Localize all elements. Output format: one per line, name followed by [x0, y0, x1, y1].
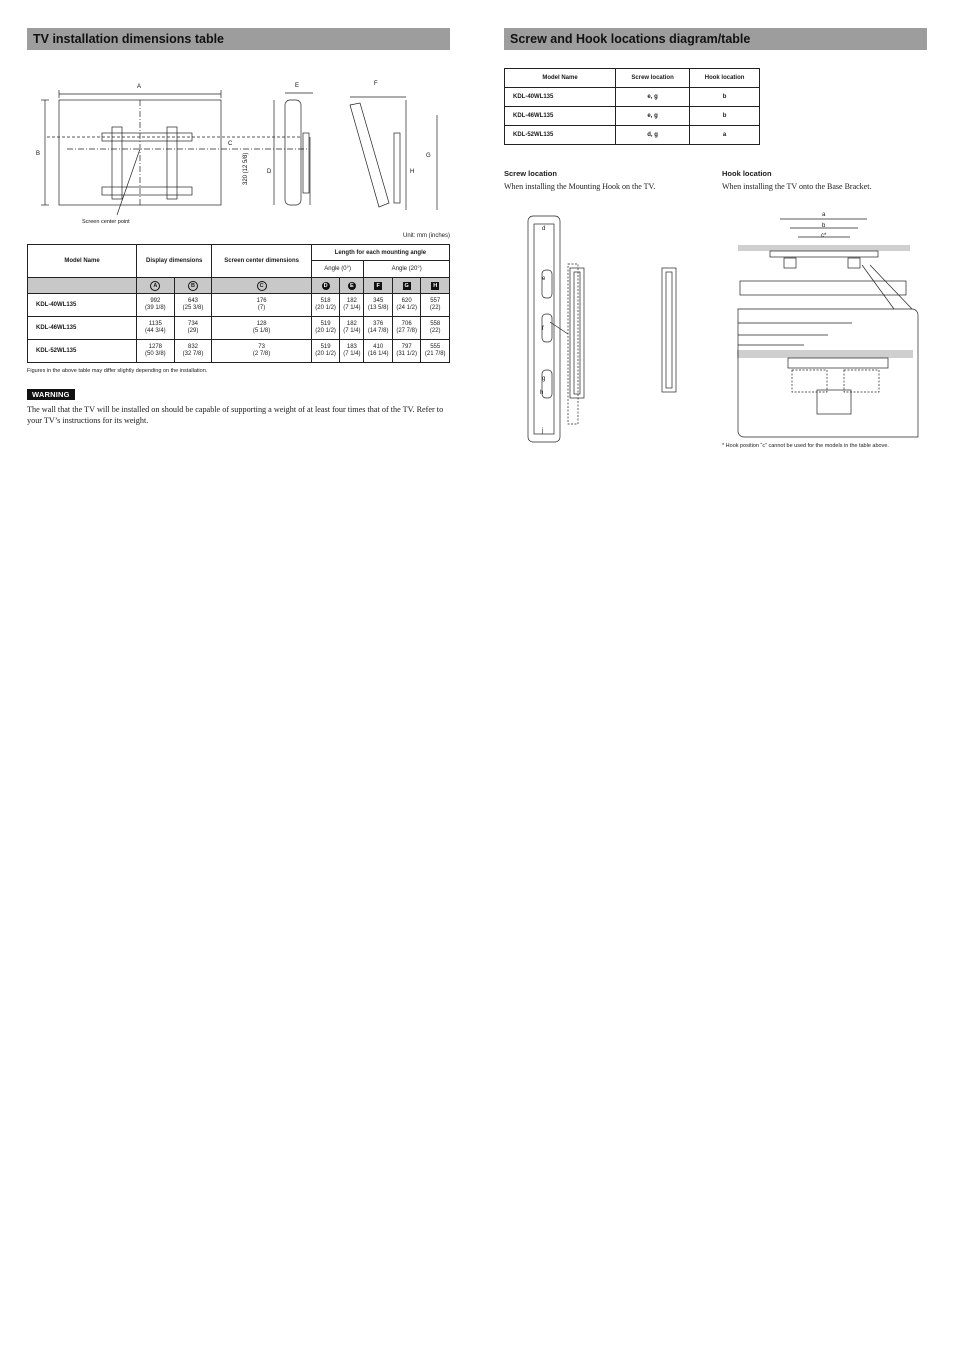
cell-f: 376 (14 7/8) — [364, 317, 393, 340]
model-cell: KDL-52WL135 — [505, 126, 616, 145]
letter-row — [28, 278, 450, 294]
hook-cell: b — [690, 107, 760, 126]
screw-cell: d, g — [616, 126, 690, 145]
cell-g: 620 (24 1/2) — [392, 294, 421, 317]
cell-f: 410 (16 1/4) — [364, 340, 393, 363]
cell-f: 345 (13 5/8) — [364, 294, 393, 317]
hook-letter-c: c* — [821, 233, 827, 239]
screw-letter-h: h — [540, 390, 544, 396]
letter-g: G — [404, 282, 409, 289]
screw-location-desc: When installing the Mounting Hook on the TV. — [504, 182, 656, 191]
dim-label-e: E — [295, 83, 300, 89]
warning-badge: WARNING — [27, 389, 75, 400]
th-center: Screen center dimensions — [212, 245, 311, 278]
screen-center-label: Screen center point — [82, 219, 130, 225]
dim-label-d: D — [267, 169, 272, 175]
screw-hook-table — [504, 68, 760, 145]
screw-letter-g: g — [542, 376, 546, 382]
figures-note: Figures in the above table may differ slightly depending on the installation. — [27, 368, 208, 374]
cell-b: 734 (29) — [174, 317, 212, 340]
th-angle-0: Angle (0°) — [311, 261, 364, 278]
th-display: Display dimensions — [137, 245, 212, 278]
dim-label-h: H — [410, 169, 415, 175]
model-cell: KDL-46WL135 — [28, 317, 137, 340]
dim-label-f: F — [374, 81, 378, 87]
th-model: Model Name — [505, 69, 616, 88]
th-model: Model Name — [28, 245, 137, 278]
letter-a: A — [150, 281, 160, 291]
cell-c: 176 (7) — [212, 294, 311, 317]
table-row — [28, 294, 450, 317]
model-cell: KDL-40WL135 — [505, 88, 616, 107]
cell-g: 797 (31 1/2) — [392, 340, 421, 363]
model-cell: KDL-52WL135 — [28, 340, 137, 363]
hook-location-heading: Hook location — [722, 169, 772, 178]
letter-c: C — [257, 281, 267, 291]
table-row — [505, 107, 760, 126]
dimensions-table — [27, 244, 450, 363]
cell-b: 643 (25 3/8) — [174, 294, 212, 317]
cell-d: 519 (20 1/2) — [311, 340, 340, 363]
hook-location-desc: When installing the TV onto the Base Bracket. — [722, 182, 872, 191]
cell-a: 1278 (50 3/8) — [137, 340, 175, 363]
dim-label-b: B — [36, 151, 41, 157]
screw-letter-d: d — [542, 226, 546, 232]
screw-letter-f: f — [542, 326, 544, 332]
hook-letter-b: b — [822, 223, 826, 229]
hook-note: * Hook position “c” cannot be used for the models in the table above. — [722, 443, 889, 449]
section-title-installation: TV installation dimensions table — [27, 28, 450, 50]
letter-d: D — [322, 282, 330, 290]
cell-e: 182 (7 1/4) — [340, 317, 364, 340]
installation-dimensions-diagram — [27, 75, 450, 235]
unit-note: Unit: mm (inches) — [402, 233, 450, 239]
table-row — [28, 317, 450, 340]
model-cell: KDL-46WL135 — [505, 107, 616, 126]
letter-b: B — [188, 281, 198, 291]
letter-e: E — [348, 282, 356, 290]
th-hook: Hook location — [690, 69, 760, 88]
screw-letter-j: j — [542, 428, 544, 434]
model-cell: KDL-40WL135 — [28, 294, 137, 317]
screw-location-diagram — [504, 210, 714, 450]
cell-a: 992 (39 1/8) — [137, 294, 175, 317]
cell-e: 183 (7 1/4) — [340, 340, 364, 363]
hook-letter-a: a — [822, 212, 826, 218]
cell-h: 558 (22) — [421, 317, 450, 340]
table-row — [505, 126, 760, 145]
section-title-screw-hook: Screw and Hook locations diagram/table — [504, 28, 927, 50]
dim-label-a: A — [137, 84, 142, 90]
hook-cell: a — [690, 126, 760, 145]
letter-h: H — [431, 282, 439, 290]
screw-location-heading: Screw location — [504, 169, 557, 178]
cell-b: 832 (32 7/8) — [174, 340, 212, 363]
th-angle-20: Angle (20°) — [364, 261, 450, 278]
cell-h: 557 (22) — [421, 294, 450, 317]
cell-e: 182 (7 1/4) — [340, 294, 364, 317]
cell-d: 518 (20 1/2) — [311, 294, 340, 317]
letter-row-blank — [28, 278, 137, 294]
cell-h: 555 (21 7/8) — [421, 340, 450, 363]
th-screw: Screw location — [616, 69, 690, 88]
cell-g: 706 (27 7/8) — [392, 317, 421, 340]
cell-c: 73 (2 7/8) — [212, 340, 311, 363]
cell-c: 128 (5 1/8) — [212, 317, 311, 340]
th-length: Length for each mounting angle — [311, 245, 449, 261]
cell-a: 1135 (44 3/4) — [137, 317, 175, 340]
dim-label-g: G — [426, 153, 431, 159]
screw-cell: e, g — [616, 107, 690, 126]
screw-cell: e, g — [616, 88, 690, 107]
screw-letter-e: e — [542, 276, 546, 282]
dim-vertical-320: 320 (12 5/8) — [243, 152, 249, 185]
warning-text: The wall that the TV will be installed on should be capable of supporting a weight of at least four times that of the TV. Refer to your TV’s instructions for its weight. — [27, 405, 444, 425]
cell-d: 519 (20 1/2) — [311, 317, 340, 340]
hook-location-diagram — [722, 205, 927, 445]
hook-cell: b — [690, 88, 760, 107]
dim-label-c: C — [228, 141, 233, 147]
table-row — [505, 88, 760, 107]
letter-f: F — [374, 282, 382, 290]
table-row — [28, 340, 450, 363]
